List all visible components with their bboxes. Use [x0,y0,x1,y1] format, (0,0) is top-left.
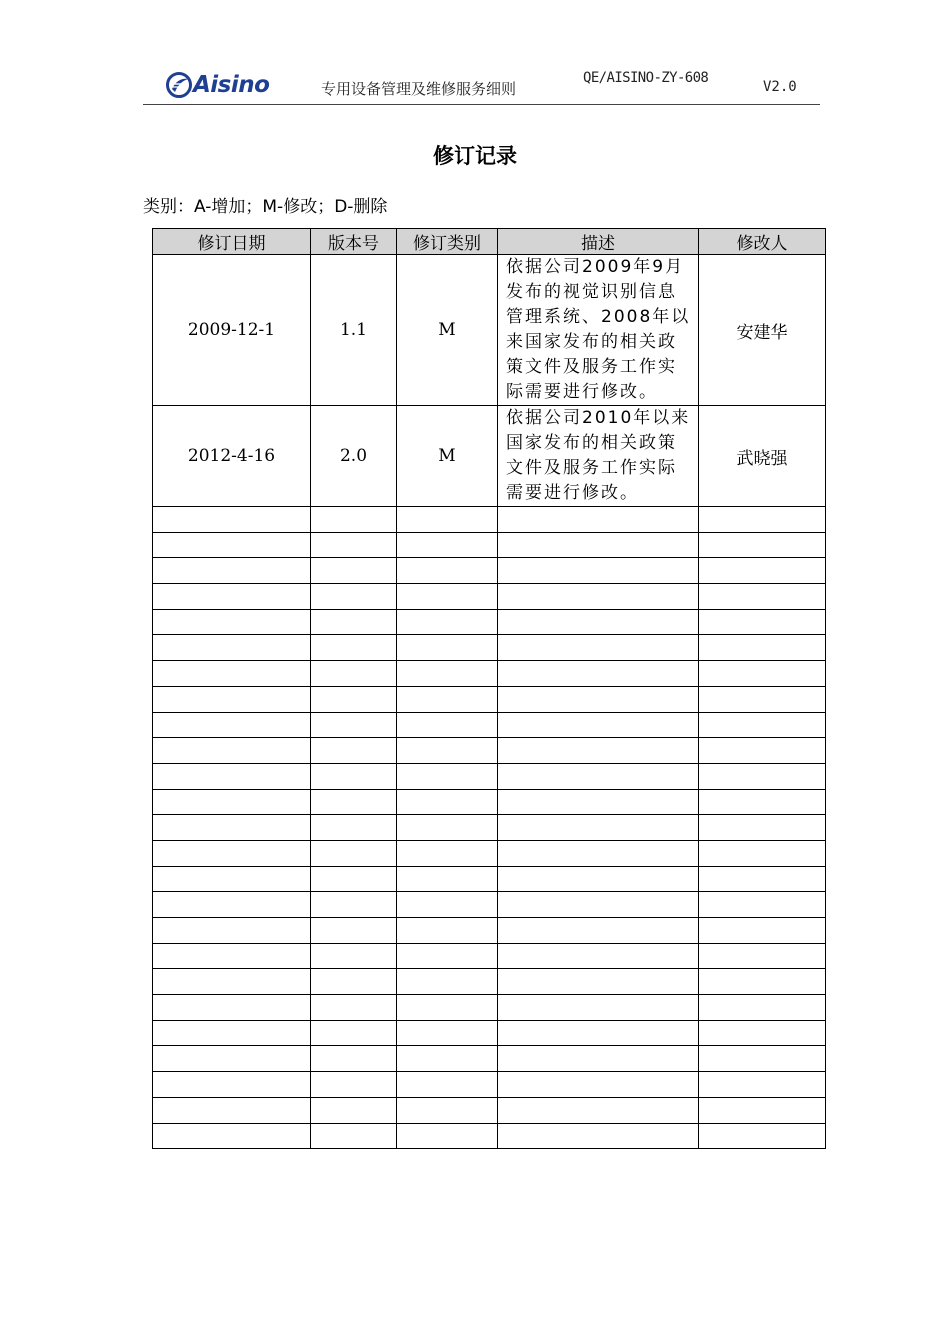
empty-table-row [153,558,826,584]
empty-cell [498,609,699,635]
empty-cell [311,609,397,635]
table-row [153,406,826,507]
empty-cell [397,892,498,918]
table-header-row [153,229,826,255]
empty-cell [153,507,311,533]
empty-table-row [153,943,826,969]
empty-cell [699,789,826,815]
revision-description: 依据公司2010年以来国家发布的相关政策文件及服务工作实际需要进行修改。 [498,406,699,507]
empty-cell [153,712,311,738]
empty-cell [397,969,498,995]
empty-cell [699,507,826,533]
empty-cell [397,738,498,764]
empty-table-row [153,815,826,841]
empty-cell [311,995,397,1021]
empty-cell [498,815,699,841]
empty-cell [153,866,311,892]
empty-table-row [153,1072,826,1098]
empty-table-row [153,892,826,918]
column-header-date: 修订日期 [153,229,311,255]
column-header-description: 描述 [498,229,699,255]
empty-table-row [153,584,826,610]
empty-cell [153,1123,311,1149]
empty-table-row [153,1097,826,1123]
empty-cell [397,1072,498,1098]
empty-table-row [153,738,826,764]
empty-cell [699,584,826,610]
empty-cell [498,918,699,944]
empty-cell [397,661,498,687]
empty-table-row [153,763,826,789]
empty-cell [311,635,397,661]
empty-cell [699,558,826,584]
empty-cell [153,609,311,635]
empty-cell [699,1046,826,1072]
empty-table-row [153,1123,826,1149]
empty-cell [699,866,826,892]
empty-cell [699,738,826,764]
empty-cell [311,789,397,815]
empty-cell [699,1072,826,1098]
empty-cell [397,1097,498,1123]
empty-table-row [153,635,826,661]
empty-cell [498,686,699,712]
empty-cell [699,892,826,918]
revision-version: 2.0 [311,406,397,507]
empty-cell [498,892,699,918]
empty-cell [498,995,699,1021]
empty-cell [153,789,311,815]
empty-cell [397,763,498,789]
revision-author: 安建华 [699,255,826,406]
revision-category: M [397,255,498,406]
revision-category: M [397,406,498,507]
page-header [143,60,820,105]
empty-cell [311,558,397,584]
empty-cell [311,712,397,738]
empty-cell [498,532,699,558]
empty-cell [397,918,498,944]
empty-cell [153,943,311,969]
empty-cell [498,558,699,584]
empty-cell [311,738,397,764]
empty-cell [153,1097,311,1123]
empty-cell [699,763,826,789]
empty-cell [397,584,498,610]
empty-cell [397,532,498,558]
empty-cell [397,635,498,661]
empty-cell [498,763,699,789]
empty-cell [153,995,311,1021]
empty-cell [699,1097,826,1123]
empty-table-row [153,918,826,944]
empty-cell [397,789,498,815]
empty-cell [311,532,397,558]
empty-cell [498,1123,699,1149]
empty-cell [153,661,311,687]
empty-cell [699,532,826,558]
empty-cell [153,532,311,558]
empty-cell [699,712,826,738]
empty-cell [699,686,826,712]
empty-cell [699,815,826,841]
empty-cell [699,995,826,1021]
empty-cell [153,815,311,841]
empty-cell [153,1046,311,1072]
document-title: 专用设备管理及维修服务细则 [321,80,517,98]
empty-cell [498,789,699,815]
empty-table-row [153,661,826,687]
empty-table-row [153,1020,826,1046]
empty-cell [397,866,498,892]
empty-cell [311,1072,397,1098]
empty-cell [397,943,498,969]
column-header-version: 版本号 [311,229,397,255]
empty-table-row [153,712,826,738]
empty-cell [153,1072,311,1098]
empty-table-row [153,686,826,712]
empty-cell [153,558,311,584]
empty-cell [699,1020,826,1046]
empty-cell [311,840,397,866]
aisino-logo-icon [166,72,192,98]
empty-table-row [153,969,826,995]
empty-cell [498,943,699,969]
empty-cell [311,892,397,918]
empty-cell [397,558,498,584]
empty-cell [153,738,311,764]
empty-cell [311,507,397,533]
empty-table-row [153,840,826,866]
empty-cell [311,661,397,687]
empty-cell [153,918,311,944]
empty-cell [699,840,826,866]
empty-cell [498,1072,699,1098]
empty-cell [699,635,826,661]
empty-table-row [153,532,826,558]
document-version: V2.0 [763,79,797,95]
empty-cell [498,866,699,892]
empty-cell [498,712,699,738]
empty-cell [311,943,397,969]
empty-cell [153,635,311,661]
empty-cell [498,840,699,866]
empty-cell [397,995,498,1021]
empty-table-row [153,507,826,533]
empty-cell [311,1020,397,1046]
revision-author: 武晓强 [699,406,826,507]
empty-cell [153,840,311,866]
empty-cell [498,661,699,687]
empty-cell [397,686,498,712]
empty-cell [498,969,699,995]
empty-cell [311,1046,397,1072]
empty-cell [311,866,397,892]
empty-cell [153,763,311,789]
empty-table-row [153,1046,826,1072]
empty-cell [699,661,826,687]
empty-table-row [153,866,826,892]
empty-cell [699,918,826,944]
empty-cell [311,1123,397,1149]
empty-cell [153,584,311,610]
empty-cell [311,763,397,789]
empty-cell [311,686,397,712]
empty-cell [397,507,498,533]
document-code: QE/AISINO-ZY-608 [583,70,709,86]
revision-date: 2012-4-16 [153,406,311,507]
empty-cell [311,969,397,995]
empty-table-row [153,995,826,1021]
empty-cell [498,738,699,764]
logo-text: Aisino [193,72,270,98]
empty-cell [397,712,498,738]
empty-cell [699,1123,826,1149]
empty-cell [153,892,311,918]
empty-cell [397,1123,498,1149]
column-header-author: 修改人 [699,229,826,255]
empty-cell [397,609,498,635]
column-header-category: 修订类别 [397,229,498,255]
empty-cell [498,1046,699,1072]
empty-cell [397,815,498,841]
empty-cell [498,1020,699,1046]
empty-cell [153,1020,311,1046]
empty-cell [397,840,498,866]
page-title: 修订记录 [433,144,517,168]
empty-cell [311,1097,397,1123]
category-legend: 类别：A-增加；M-修改；D-删除 [143,197,388,217]
revision-description: 依据公司2009年9月发布的视觉识别信息管理系统、2008年以来国家发布的相关政策文件及服务工作实际需要进行修改。 [498,255,699,406]
empty-cell [699,943,826,969]
empty-cell [498,635,699,661]
empty-table-row [153,789,826,815]
empty-cell [153,686,311,712]
revision-date: 2009-12-1 [153,255,311,406]
empty-cell [498,507,699,533]
empty-cell [153,969,311,995]
empty-cell [498,1097,699,1123]
table-row [153,255,826,406]
empty-cell [397,1046,498,1072]
empty-cell [699,969,826,995]
revision-table [152,228,826,1149]
empty-cell [397,1020,498,1046]
revision-version: 1.1 [311,255,397,406]
company-logo [166,72,269,98]
empty-cell [311,918,397,944]
empty-cell [498,584,699,610]
empty-cell [311,815,397,841]
empty-cell [699,609,826,635]
empty-cell [311,584,397,610]
empty-table-row [153,609,826,635]
